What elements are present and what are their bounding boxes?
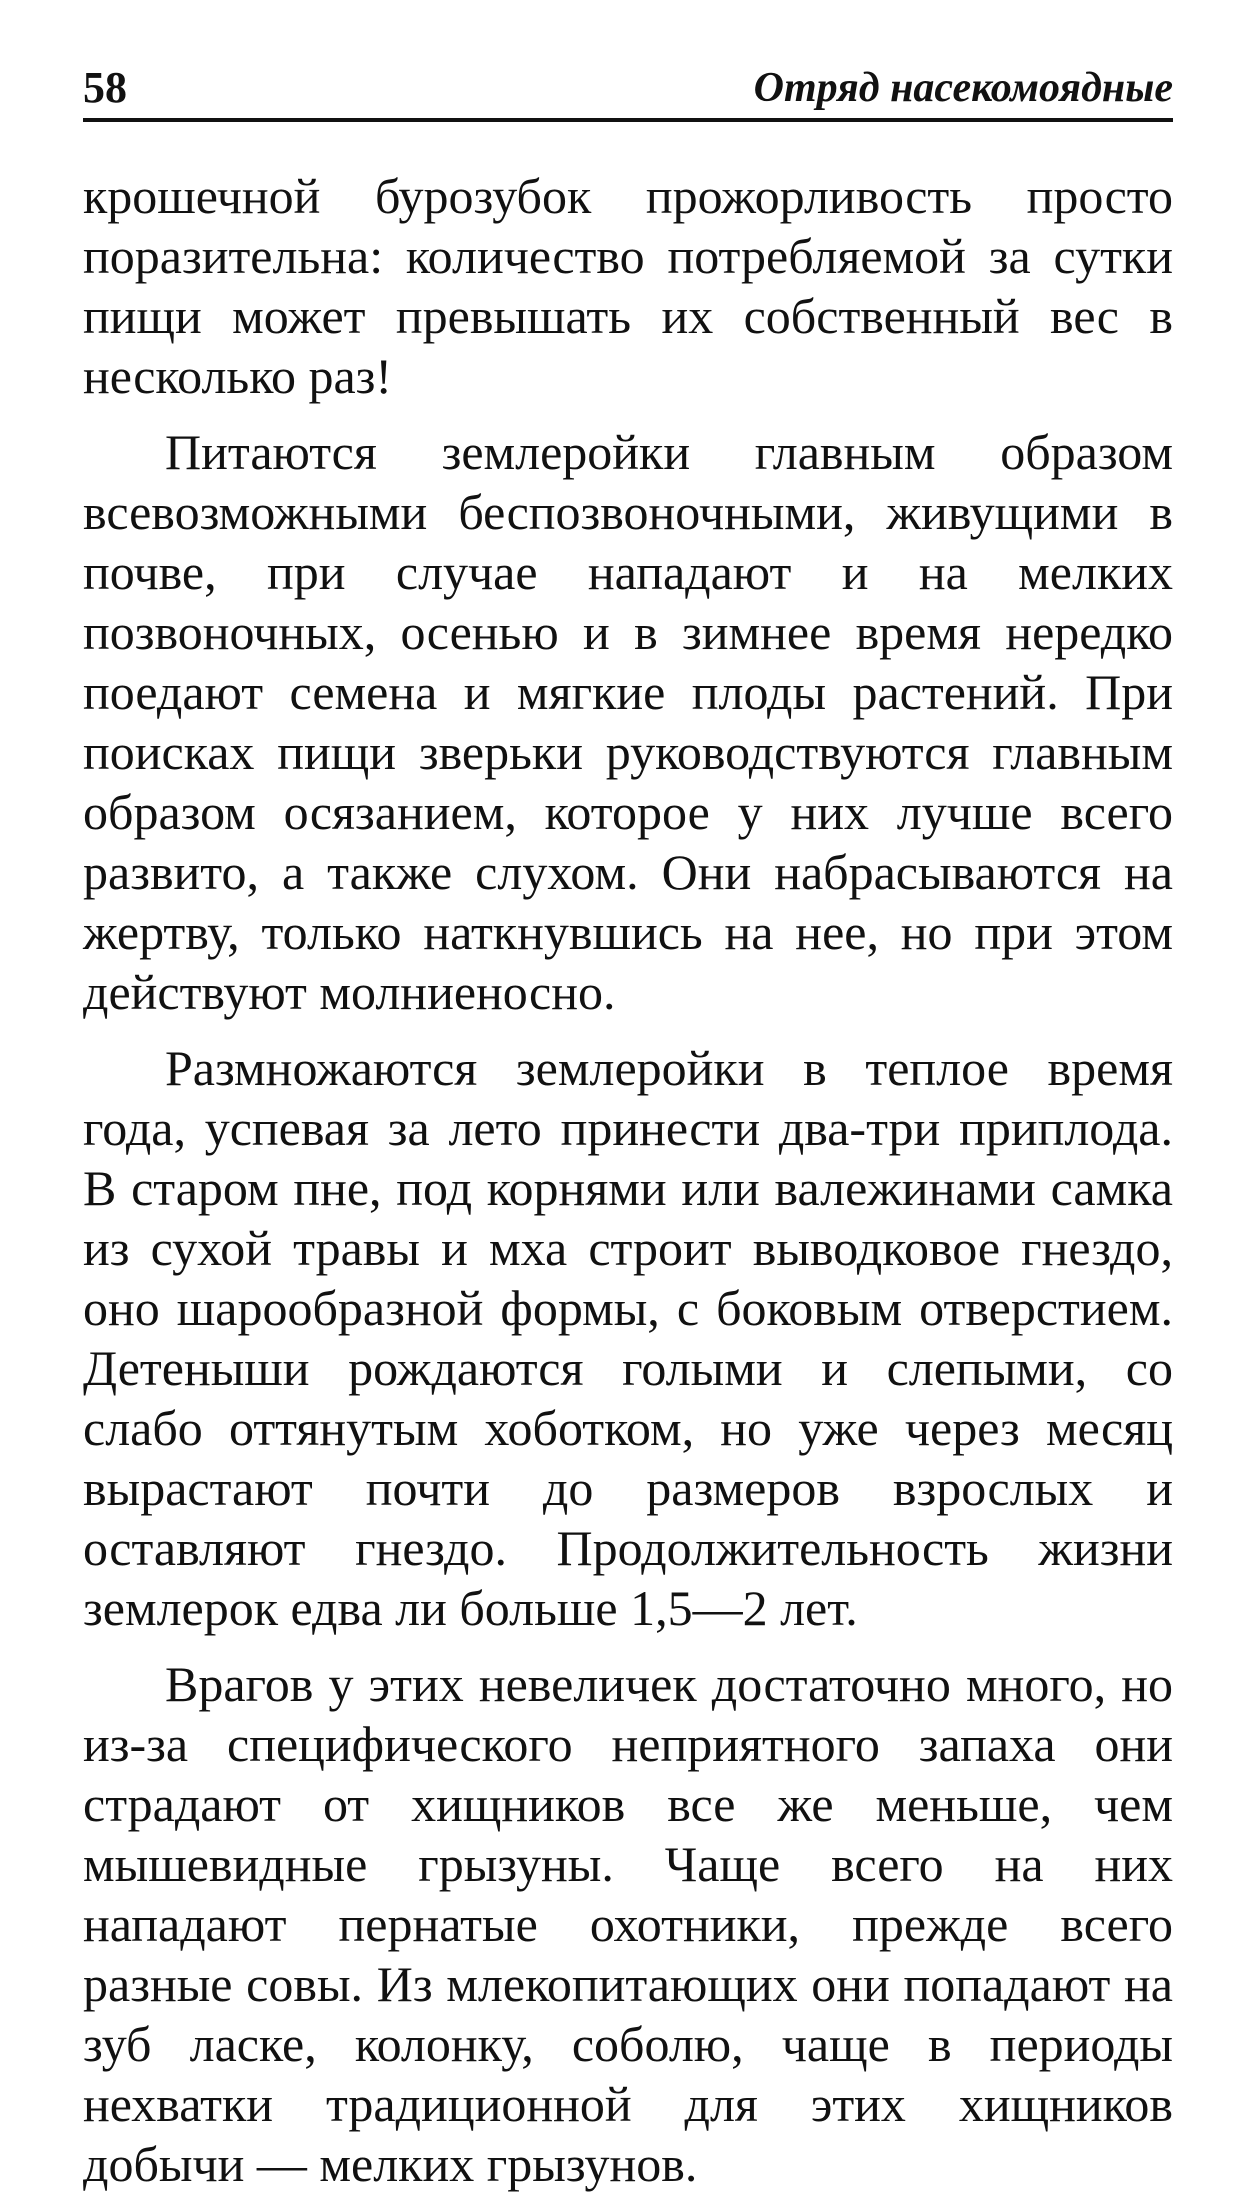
- paragraph-continuation: крошечной бурозубок прожорливость просто поразительна: количество потребляемой за сутки пищи может превышать их собственный вес в несколько раз!: [83, 168, 1173, 404]
- paragraph-predators: Врагов у этих невеличек достаточно много, но из-за специфического неприятного запаха они страдают от хищников все же меньше, чем мышевидные грызуны. Чаще всего на них нападают пернатые охотники, прежде всего разные совы. Из млекопитающих они попадают на зуб ласке, колонку, соболю, чаще в периоды нехватки традиционной для этих хищников добычи — мелких грызунов.: [83, 1656, 1173, 2192]
- section-title: Отряд насекомоядные: [753, 65, 1173, 111]
- book-page: [83, 58, 1173, 2210]
- page-number: 58: [83, 63, 127, 112]
- paragraph-feeding: Питаются землеройки главным образом всевозможными беспозвоночными, живущими в почве, при случае нападают и на мелких позвоночных, осенью и в зимнее время нередко поедают семена и мягкие плоды растений. При поисках пищи зверьки руководствуются главным образом осязанием, которое у них лучше всего развито, а также слухом. Они набрасываются на жертву, только наткнувшись на нее, но при этом действуют молниеносно.: [83, 424, 1173, 1020]
- body-text: [83, 166, 1173, 2194]
- running-head: [83, 58, 1173, 122]
- paragraph-reproduction: Размножаются землеройки в теплое время года, успевая за лето принести два-три приплода. В старом пне, под корнями или валежинами самка из сухой травы и мха строит выводковое гнездо, оно шарообразной формы, с боковым отверстием. Детеныши рождаются голыми и слепыми, со слабо оттянутым хоботком, но уже через месяц вырастают почти до размеров взрослых и оставляют гнездо. Продолжительность жизни землерок едва ли больше 1,5—2 лет.: [83, 1040, 1173, 1636]
